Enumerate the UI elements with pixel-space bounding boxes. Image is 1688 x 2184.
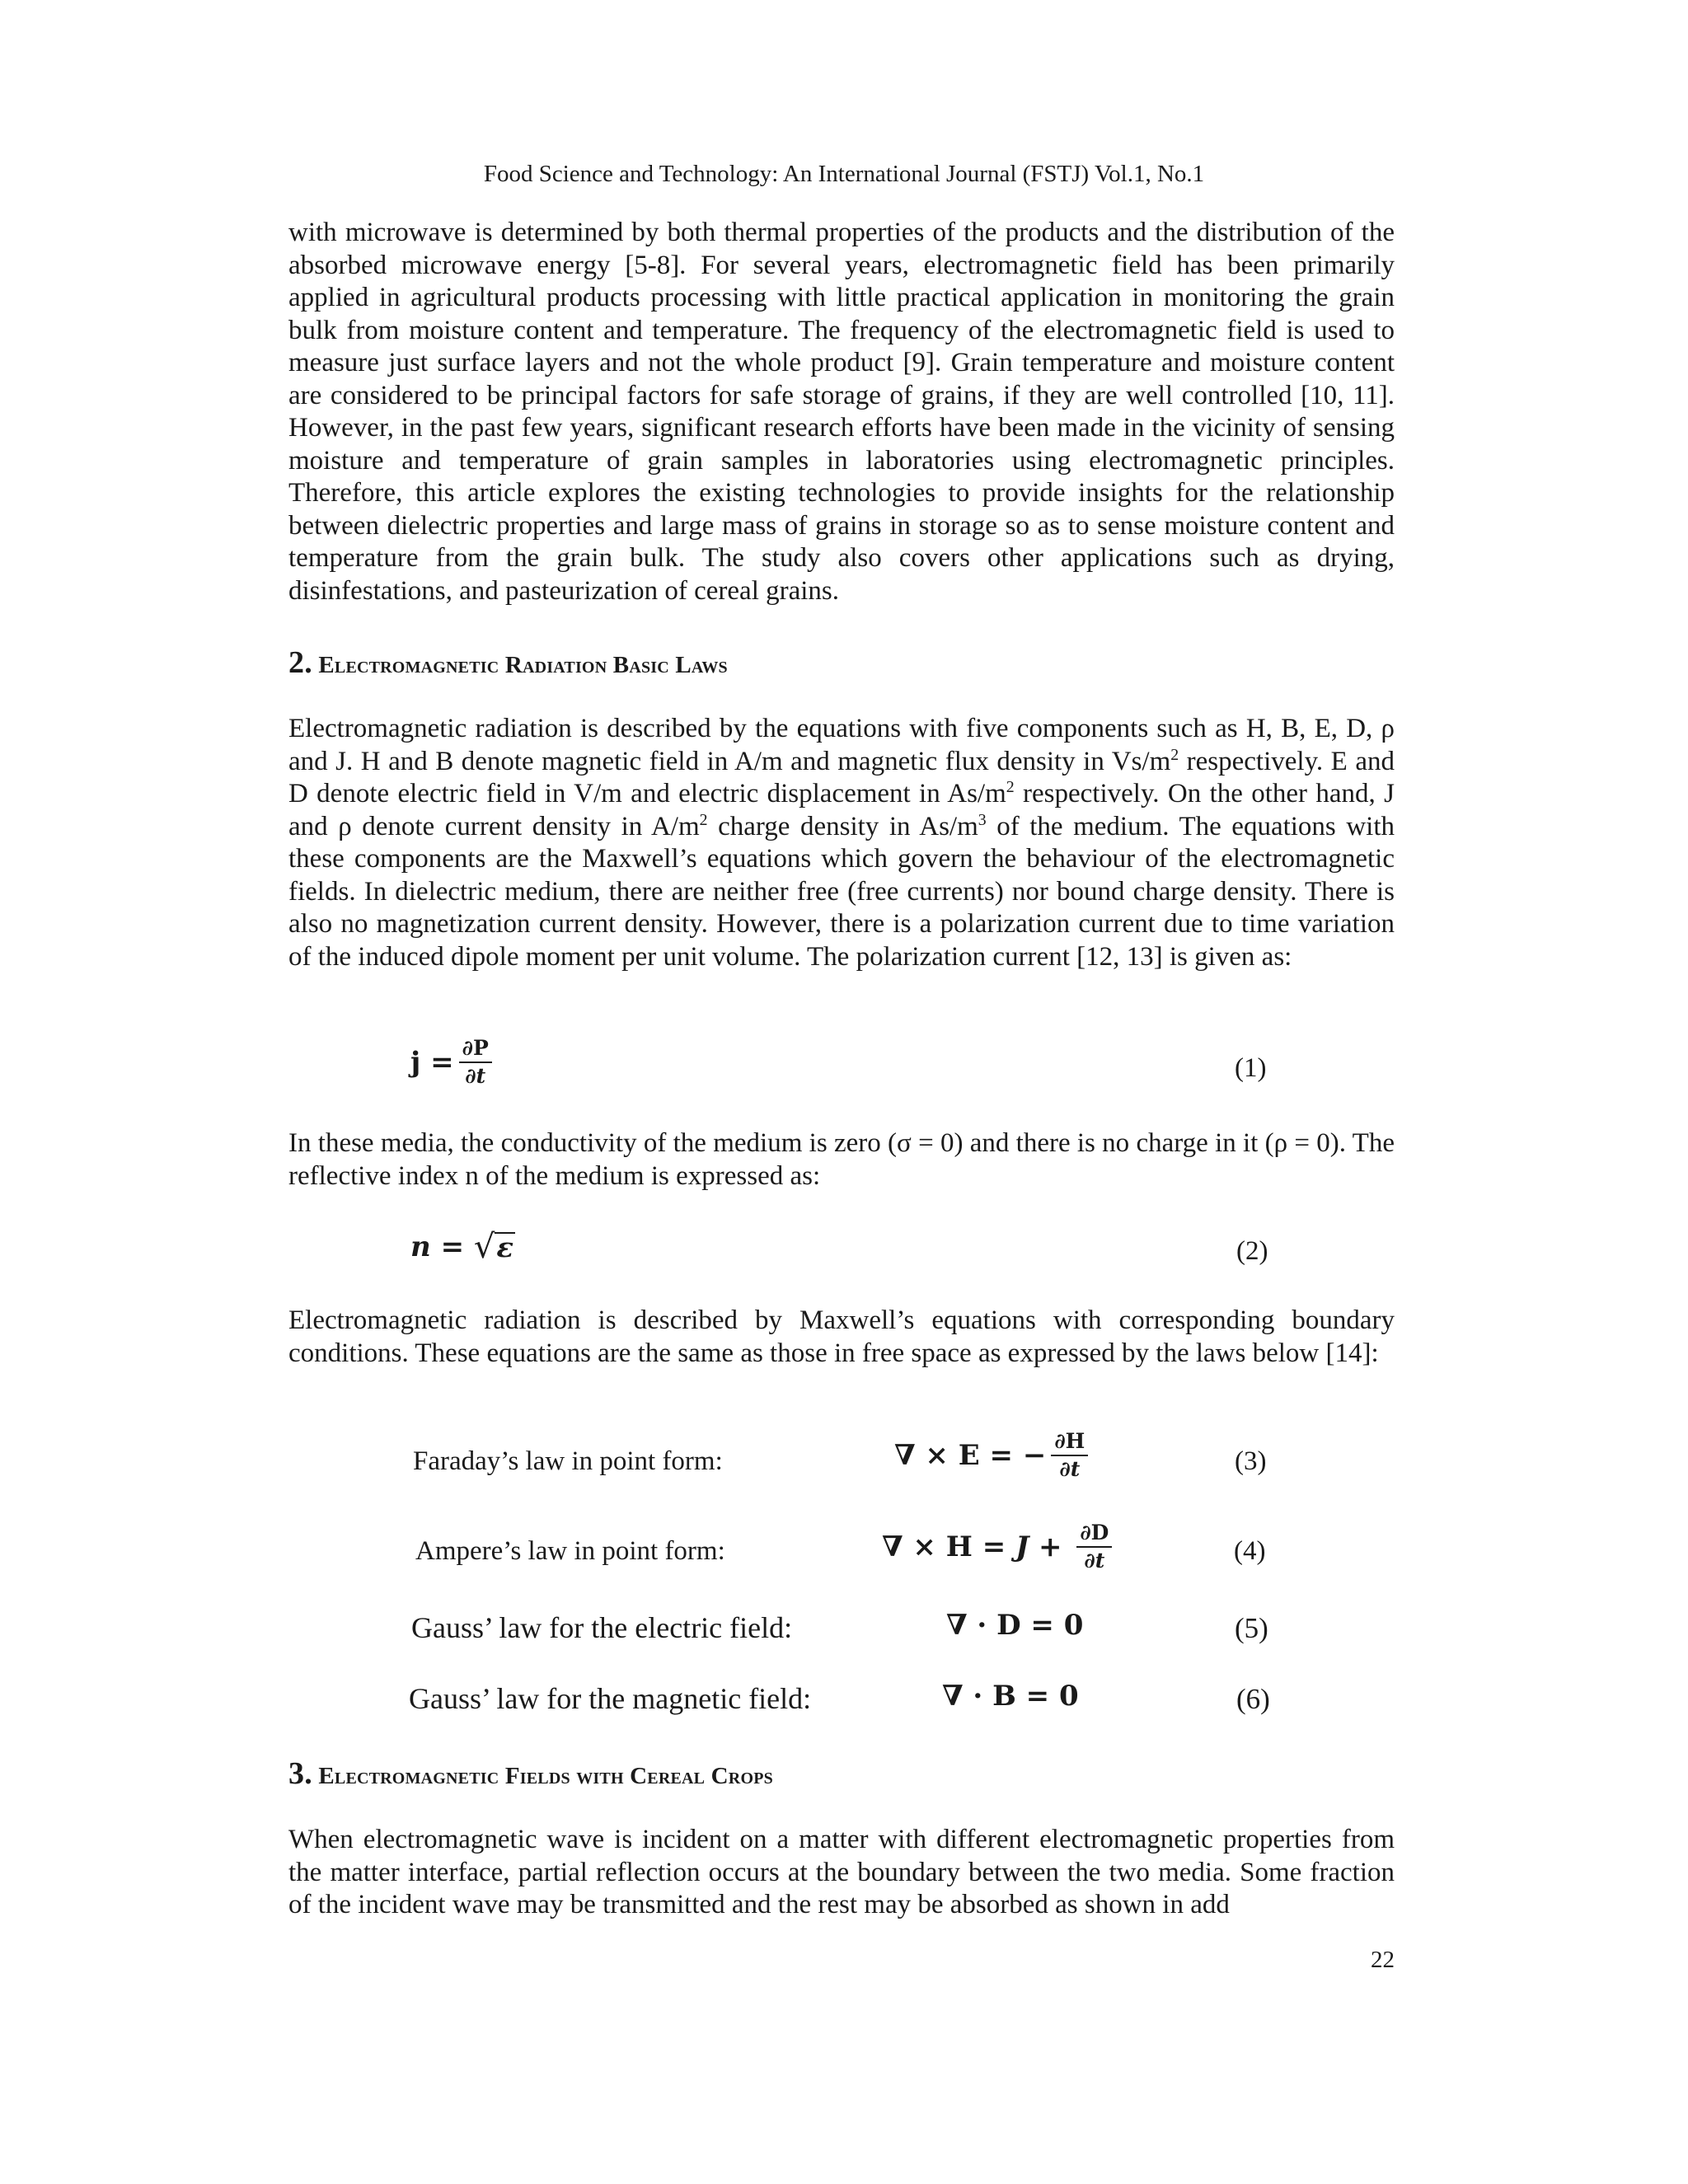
equation-6-number: (6) [1236,1683,1270,1715]
equation-4-lhs: ∇ × H = [882,1530,1016,1563]
equation-2-lhs: n [410,1230,431,1263]
section-3-heading [288,1755,773,1792]
law-label-gauss-electric: Gauss’ law for the electric field: [411,1611,793,1644]
equation-3 [894,1430,1093,1481]
equation-3-fraction [1051,1430,1088,1481]
text-run: charge density in As/m [707,811,978,841]
equation-2-number: (2) [1236,1236,1268,1266]
page-number: 22 [1371,1947,1395,1973]
fraction-numerator: ∂H [1051,1430,1088,1456]
equation-1 [410,1037,497,1088]
text-run: Electromagnetic radiation is described by the equations with five components such as H, B, E, D, ρ and J. H and B denote magnetic field in A/m and magnetic flux density in Vs/m [288,714,1395,776]
superscript: 2 [699,810,708,829]
section-3-paragraph-1: When electromagnetic wave is incident on a matter with different electromagnetic properties from the matter interface, partial reflection occurs at the boundary between the two media. Some fraction of the incident wave may be transmitted and the rest may be absorbed as shown in add [288,1825,1395,1919]
equation-3-number: (3) [1235,1446,1267,1476]
equation-2-sqrt [473,1228,515,1266]
equation-4-current: J [1015,1530,1029,1563]
fraction-denominator: ∂t [1084,1549,1105,1572]
section-3-title: Electromagnetic Fields with Cereal Crops [318,1763,773,1789]
fraction-denominator: ∂t [1059,1457,1081,1481]
law-label-faraday: Faraday’s law in point form: [413,1446,723,1476]
section-2-title: Electromagnetic Radiation Basic Laws [318,652,728,678]
superscript: 2 [1170,745,1179,764]
equation-4 [882,1521,1117,1572]
equation-1-fraction [459,1037,492,1088]
text-run: respectively. On the other hand, J and ρ denote current density in A/m [288,779,1395,841]
section-2-number: 2. [288,645,312,680]
section-2-heading [288,644,728,681]
equation-4-plus: + [1029,1530,1072,1563]
radical-sign: √ [473,1228,495,1266]
superscript: 2 [1006,778,1015,796]
text-run: of the medium. The equations with these components are the Maxwell’s equations which govern the behaviour of the electromagnetic fields. In dielectric medium, there are neither free (free currents) nor bound charge density. There is also no magnetization current density. However, there is a polarization current due to time variation of the induced dipole moment per unit volume. The polarization current [12, 13] is given as: [288,811,1395,972]
equation-1-lhs: j = [410,1046,454,1079]
equation-3-lhs: ∇ × E = − [894,1439,1047,1472]
equation-4-number: (4) [1234,1536,1266,1566]
text-run: respectively. E and D denote electric field in V/m and electric displacement in As/m [288,746,1395,808]
equation-2 [410,1228,515,1266]
fraction-denominator: ∂t [465,1064,486,1088]
law-label-gauss-magnetic: Gauss’ law for the magnetic field: [409,1682,812,1715]
law-label-ampere: Ampere’s law in point form: [415,1536,725,1566]
equation-5-number: (5) [1235,1612,1268,1644]
equation-5: ∇ · D = 0 [946,1609,1084,1642]
intro-paragraph: with microwave is determined by both thermal properties of the products and the distribution of the absorbed microwave energy [5-8]. For several years, electromagnetic field has been primarily applied in agricultural products processing with little practical application in monitoring the grain bulk from moisture content and temperature. The frequency of the electromagnetic field is used to measure just surface layers and not the whole product [9]. Grain temperature and moisture content are considered to be principal factors for safe storage of grains, if they are well controlled [10, 11]. However, in the past few years, significant research efforts have been made in the vicinity of sensing moisture and temperature of grain samples in laboratories using electromagnetic principles. Therefore, this article explores the existing technologies to provide insights for the relationship between dielectric properties and large mass of grains in storage so as to sense moisture content and temperature from the grain bulk. The study also covers other applications such as drying, disinfestations, and pasteurization of cereal grains. [288,218,1395,606]
radicand: ε [496,1231,514,1264]
running-header: Food Science and Technology: An International Journal (FSTJ) Vol.1, No.1 [483,161,1205,187]
equation-4-fraction [1076,1521,1112,1572]
equation-6: ∇ · B = 0 [942,1680,1079,1713]
section-2-paragraph-1 [288,713,1395,973]
equation-1-number: (1) [1235,1053,1267,1083]
section-3-number: 3. [288,1756,312,1791]
fraction-numerator: ∂D [1076,1521,1112,1548]
equation-2-operator: = [430,1230,474,1263]
section-2-paragraph-3: Electromagnetic radiation is described by Maxwell’s equations with corresponding boundary conditions. These equations are the same as those in free space as expressed by the laws below [14]: [288,1305,1395,1368]
superscript: 3 [978,810,987,829]
fraction-numerator: ∂P [459,1037,492,1063]
section-2-paragraph-2: In these media, the conductivity of the medium is zero (σ = 0) and there is no charge in it (ρ = 0). The reflective index n of the medium is expressed as: [288,1128,1395,1191]
